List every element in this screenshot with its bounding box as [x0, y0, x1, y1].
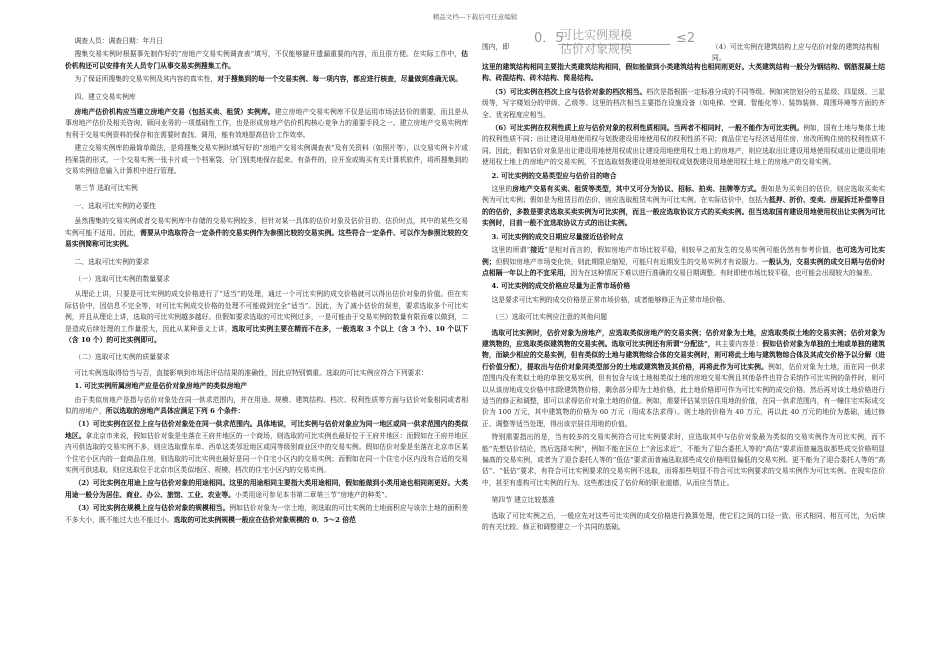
formula-lead-text: 围内，即	[482, 43, 510, 51]
paragraph	[482, 62, 885, 85]
paragraph-bold-text: 估价机构还可以安排有关人员专门从事交易实例搜集工作。	[65, 50, 468, 70]
paragraph-bold-text: 选取可比实例时，估价对象为房地产，应选取类似房地产的交易实例；估价对象为土地，应选取类似土地的交易实例；估价对象为建筑物的，应选取类似建筑物的交易实例。选取可比实例还有所谓“分配法”，	[482, 328, 885, 348]
paragraph-text: 因为在这种情况下难以进行准确的交易日期调整。有时即使市场比较平稳，也可能会出现较大的偏差。	[570, 268, 877, 277]
paragraph-text: ”是相对而言的，假如房地产市场比较平稳，则较早之前发生的交易实例可能仍然有参考价值，	[544, 246, 837, 255]
paragraph	[65, 289, 468, 346]
paragraph-bold-text: 对于搜集到的每一个交易实例、每一项内容，都应进行核查，尽量做到准确无误。	[217, 75, 462, 84]
section-heading: 一、选取可比实例的必要性	[74, 201, 157, 210]
formula-numerator: 可比实例规模	[560, 28, 633, 42]
paragraph-text: 拿北京市来说，假如估价对象是坐落在王府井地区的一个商场，则选取的可比实例也最好位于王府井地区：而假如在王府井地区内可供选取的交易实例不多，则应选取像东单、西单这类邻近地区或同等级别商业区中的交易实例。假如估价对象是坐落在北京市区某个住宅小区内的一套商品住房，则选取的可比实例也最好是同一个住宅小区内的交易实例；而假如在同一个住宅小区内没有合适的交易实例可供选取，则应选取位于北京市区类似地区、规模、档次的住宅小区内的交易实例。	[65, 431, 469, 474]
paragraph-bold-text: （3）可比实例在规模上应与估价对象的规模相当。	[74, 504, 230, 513]
section-heading: 四、建立交易实例库	[74, 92, 136, 101]
paragraph	[65, 503, 468, 526]
paragraph	[482, 184, 885, 230]
paragraph-bold-text: 一般认为，交易实例的成交日期与估价时点相隔一年以上的不宜采用，	[482, 257, 886, 277]
paragraph	[65, 381, 468, 392]
paragraph-bold-text: 房地产交易有买卖、租赁等类型，其中又可分为协议、招标、拍卖、挂牌等方式。	[512, 185, 761, 194]
paragraph	[65, 107, 468, 141]
paragraph-text: 但假如房地产市场变化快，则此期限应缩短，可能只有近期发生的交易实例才有说服力。	[495, 257, 763, 266]
size-ratio-formula	[534, 30, 702, 60]
paragraph-bold-text: 接近	[530, 246, 545, 255]
paragraph-text: 例如估价对象为一宗土地，则选取的可比实例的土地面积应与该宗土地的面积差不多大小，既不能过大也不能过小。	[65, 504, 468, 524]
paragraph	[482, 87, 885, 121]
paragraph	[482, 432, 885, 489]
page-header: 精品文档---下载后可任意编辑	[432, 13, 518, 21]
paragraph	[65, 143, 468, 177]
paragraph-text: 这是要求可比实例的成交价格是正常市场价格，或者能够修正为正常市场价格。	[491, 295, 730, 304]
paragraph-bold-text: （6）可比实例在权利性质上应与估价对象的权利性质相同。当两者不相同时，一般不能作为可比实例。	[491, 124, 804, 133]
paragraph-text: 假如是为买卖目的估价，则应选取买卖实例为可比实例；假如是为租赁目的估价，则应选取租赁实例为可比实例。在实际估价中，包括为	[482, 185, 886, 205]
paragraph-bold-text: （2）可比实例在用途上应与估价对象的用途相同。这里的用途相同主要指大类用途相同，假如能做到小类用途也相同则更好。大类用途一般分为居住、商业、办公、旅馆、工业、农业等。	[65, 479, 468, 499]
paragraph-bold-text: 也可选为可比实例；	[482, 246, 885, 266]
paragraph	[65, 49, 468, 72]
paragraph-text: 可比实例选取得恰当与否，直接影响到市场法评估结果的准确性，因此应特别慎重。选取的可比实例应符合下列要求：	[74, 368, 428, 377]
paragraph	[482, 295, 885, 306]
paragraph-bold-text: 需要从中选取符合一定条件的交易实例作为参照比较的交易实例。这些符合一定条件、可以作为参照比较的交易实例简称可比实例。	[65, 228, 469, 249]
right-column	[482, 28, 886, 666]
paragraph	[65, 216, 468, 250]
right-column-body	[482, 62, 885, 533]
paragraph-text: 虽然搜集的交易实例或者交易实例库中存储的交易实例较多，但针对某一具体的估价对象及估价目的、估价时点，其中的某些交易实例可能不适用。因此，	[65, 217, 468, 237]
paragraph-bold-text: 3. 可比实例的成交日期应尽量接近估价时点	[491, 232, 624, 241]
formula-denominator: 估价对象规模	[560, 42, 633, 56]
paragraph-text: 建立房地产交易实例库不仅是运用市场法估价的需要，而且是从事房地产估价及相关咨询、顾问业务的一项基础性工作，也是形成房地产估价机构核心竞争力的重要手段之一。建立房地产交易实例库有利于交易实例资料的保存和在需要时查找、调用，能有效地提高估价工作效率。	[65, 108, 469, 139]
paragraph-text: 建立交易实例库的最简单做法，是将搜集交易实例时填写好的“房地产交易实例调查表”及有关资料（如照片等），以交易实例卡片或档案袋的形式，一个交易实例一张卡片或一个档案袋，分门别类地保存起来。有条件的，应开发或购买有关计算机软件，将所搜集到的交易实例信息输入计算机中进行管理。	[65, 144, 468, 176]
paragraph-text: 从理论上讲，只要是可比实例的成交价格进行了“适当”的处理，通过一个可比实例的成交价格就可以得出估价对象的价值。但在实际估价中，因信息不完全等，对可比实例成交价格的处理不可能做到完全“适当”。因此，为了减小估价的误差，要求选取多个可比实例，并且从理论上讲，选取的可比实例越多越好。但假如要求选取的可比实例过多，一是可能由于交易实例的数量有限而难以做到，二是造成后续处理的工作量很大，因此从某种意义上讲，	[65, 290, 468, 333]
paragraph	[65, 419, 468, 476]
paragraph-text: 为了保证所搜集的交易实例及其内容的真实性，	[74, 75, 218, 84]
section-heading: （三）选取可比实例应注意的其他问题	[491, 313, 608, 322]
formula-trailing-text: （4）可比实例在建筑结构上应与估价对象的建筑结构相同。	[712, 43, 880, 63]
formula-upper-bound: ≤2	[676, 31, 696, 46]
formula-lower-bound: 0．5	[534, 31, 564, 46]
section-heading: （二）选取可比实例的质量要求	[74, 353, 170, 362]
paragraph-text: 小类用途可参见本书第二章第三节“房地产的种类”。	[234, 490, 392, 499]
paragraph-bold-text: 这里的建筑结构相同主要指大类建筑结构相同，假如能做到小类建筑结构也相同则更好。大类建筑结构一般分为钢结构、钢筋混凝土结构、砖混结构、砖木结构、简易结构。	[482, 63, 885, 83]
paragraph-bold-text: 2. 可比实例的交易类型应与估价目的吻合	[491, 171, 617, 180]
section-heading: 二、选取可比实例的要求	[74, 257, 150, 266]
paragraph	[65, 36, 468, 47]
paragraph-bold-text: 选取的可比实例规模一般应在估价对象规模的 0．5～2 倍范	[173, 515, 356, 524]
paragraph	[65, 478, 468, 501]
paragraph	[65, 368, 468, 379]
paragraph-text: 由于类似房地产是指与估价对象处在同一供求范围内，并在用途、规模、建筑结构、档次、权利性质等方面与估价对象相同或者相似的房地产，	[65, 395, 468, 415]
paragraph	[482, 123, 885, 169]
paragraph	[482, 511, 885, 534]
section-heading: （一）选取可比实例的数量要求	[74, 274, 170, 283]
left-column	[65, 36, 468, 666]
paragraph-bold-text: 所以选取的房地产具体应满足下列 6 个条件：	[105, 406, 245, 415]
paragraph-text: 特别需要指出的是，当有较多的交易实例符合可比实例要求时，应选取其中与估价对象最为类似的交易实例作为可比实例，而不能“先想估价结论，然后选择实例”，例如不能在区位上“舍远求近”，不能为了迎合委托人等的“高估”要求而普遍选取那些成交价格明显偏高的交易实例，或者为了迎合委托人等的“低估”要求而普遍选取那些成交价格明显偏低的交易实例。更不能为了迎合委托人等的“高估”、“低估”要求，有符合可比实例要求的交易实例不选取，而将那些明显不符合可比实例要求的交易实例作为可比实例。在现实估价中，甚至有虚构可比实例的行为。这些都违反了估价师的职业道德，从而应当禁止。	[482, 433, 885, 487]
paragraph-text: 这里的所谓“	[491, 246, 531, 255]
paragraph	[482, 171, 885, 182]
paragraph-bold-text: 选取可比实例主要在精而不在多，一般选取 3 个以上（含 3 个）、10 个以下（含 10 个）的可比实例即可。	[65, 324, 468, 344]
paragraph	[482, 328, 885, 431]
paragraph-text: 其主要内容是：	[714, 339, 763, 348]
paragraph-bold-text: 抵押、折价、变卖、房屋拆迁补偿等目的的估价，多数是要求选取买卖实例为可比实例，而且一般应选取协议方式的买卖实例。但当选取国有建设用地使用权出让实例为可比实例时，目前一般不宜选取协议方式的出让实例。	[482, 196, 886, 228]
paragraph-text: 这里的	[491, 185, 513, 194]
section-heading: 第四节 建立比较基准	[491, 496, 555, 505]
formula-row	[482, 28, 885, 63]
paragraph-bold-text: （1）可比实例在区位上应与估价对象处在同一供求范围内。具体地说，可比实例与估价对象应为同一地区或同一供求范围内的类似地区。	[65, 420, 468, 440]
paragraph-text: 调查人员：调查日期：年月日	[74, 37, 163, 45]
paragraph-bold-text: 房地产估价机构应当建立房地产交易（包括买卖、租赁）实例库。	[74, 108, 275, 117]
paragraph-bold-text: 1. 可比实例所属房地产应是估价对象房地产的类似房地产	[74, 382, 248, 391]
section-heading: 第三节 选取可比实例	[74, 184, 138, 193]
paragraph-bold-text: （5）可比实例在档次上应与估价对象的档次相当。	[491, 87, 647, 96]
paragraph-text: 搜集交易实例时根据事先制作好的“房地产交易实例调查表”填写，不仅能够避开遗漏重要的内容，而且很方便。在实际工作中，	[74, 50, 462, 59]
paragraph	[65, 395, 468, 418]
paragraph-text: 档次是指根据一定标准分成的不同等级。例如宾馆划分的五星级、四星级、三星级等，写字楼划分的甲级、乙级等。这里的档次相当主要指在设施设备（如电梯、空调、智能化等）、装饰装修、周围环境等方面的齐全、优劣程度应相当。	[482, 87, 885, 119]
paragraph	[482, 232, 885, 243]
paragraph-bold-text: 4. 可比实例的成交价格应尽量为正常市场价格	[491, 282, 631, 291]
paragraph-text: 选取了可比实例之后，一般应先对这些可比实例的成交价格进行换算处理，使它们之间的口径一致、形式相同、相互可比，为后续的有关比较、修正和调整建立一个共同的基础。	[482, 511, 885, 532]
paragraph-bold-text: 假如估价对象为单独的土地或单独的建筑物，而缺少相应的交易实例，但有类似的土地与建筑物综合体的交易实例时，则可将此土地与建筑物综合体及其成交价格予以分解（进行价值分配），提取出与估价对象同类型部分的土地或建筑物及其价格，再将此作为可比实例。	[482, 339, 886, 371]
paragraph	[482, 245, 885, 279]
paragraph	[482, 281, 885, 292]
paragraph-text: 例如，国有土地与集体土地的权利性质不同；出让建设用地使用权与划拨建设用地使用权的权利性质不同；商品住宅与经济适用住房、房改所购住房的权利性质不同。因此，假如估价对象是出让建设用地使用权或出让建设用地使用权土地上的房地产，则应选取出让建设用地使用权或出让建设用地使用权土地上的房地产的交易实例，不宜选取划拨建设用地使用权或划拨建设用地使用权土地上的房地产的交易实例。	[482, 124, 886, 167]
paragraph-text: 例如，估价对象为土地，而在同一供求范围内没有类似土地的单独交易实例，但有包含与该土地相类似土地的房地交易实例且其他条件也符合采纳作可比实例的条件时，则可以从该房地成交价格中扣除建筑物价格，剩余部分即为土地价格，此土地价格即可作为可比实例的成交价格。然后再对该土地价格进行适当的修正和调整，即可以求得估价对象土地的价值。例如，需要评估某宗居住用地的价值，在同一供求范围内，有一幢住宅实际成交价为 100 万元，其中建筑物的价格为 60 万元（用成本法求得）。则土地的价格为 40 万元，再以此 40 万元的地价为基础，通过修正、调整等适当处理，得出该宗居住用地的价值。	[482, 362, 885, 428]
paragraph	[65, 74, 468, 85]
